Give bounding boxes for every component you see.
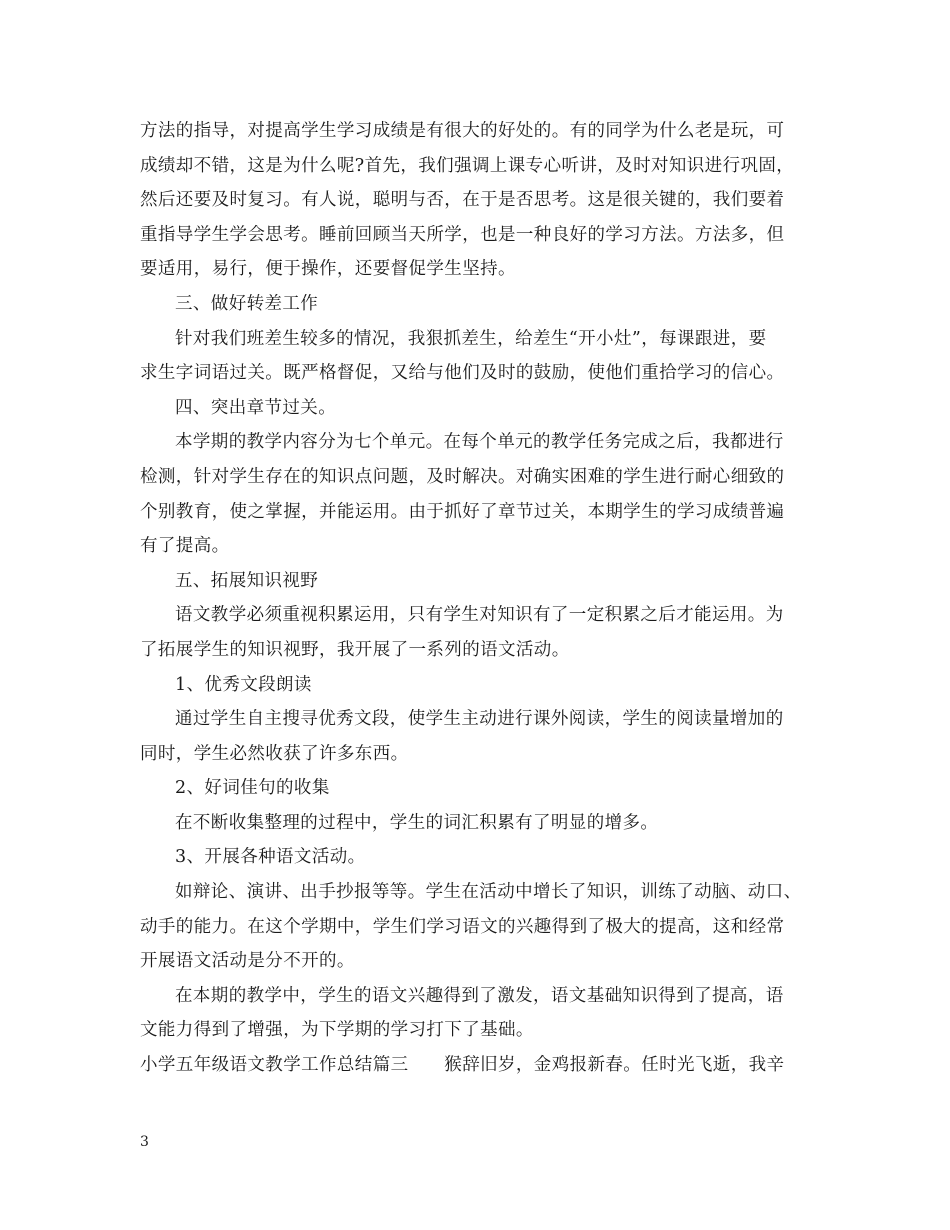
text-line: 有了提高。 [140,536,230,557]
text-line: 重指导学生学会思考。睡前回顾当天所学，也是一种良好的学习方法。方法多，但 [140,224,785,245]
text-line: 本学期的教学内容分为七个单元。在每个单元的教学任务完成之后，我都进行 [175,432,784,453]
page-number: 3 [140,1134,149,1150]
text-line: 五、拓展知识视野 [175,570,319,591]
text-line: 在不断收集整理的过程中，学生的词汇积累有了明显的增多。 [175,812,659,833]
text-line: 成绩却不错，这是为什么呢?首先，我们强调上课专心听讲，及时对知识进行巩固， [140,155,795,176]
text-line: 检测，针对学生存在的知识点问题，及时解决。对确实困难的学生进行耐心细致的 [140,466,785,487]
text-line: 三、做好转差工作 [175,293,319,314]
text-line: 语文教学必须重视积累运用，只有学生对知识有了一定积累之后才能运用。为 [175,605,784,626]
text-line: 个别教育，使之掌握，并能运用。由于抓好了章节过关，本期学生的学习成绩普遍 [140,501,785,522]
text-line: 方法的指导，对提高学生学习成绩是有很大的好处的。有的同学为什么老是玩，可 [140,121,785,141]
text-line: 通过学生自主搜寻优秀文段，使学生主动进行课外阅读，学生的阅读量增加的 [175,709,784,730]
text-line: 要适用，易行，便于操作，还要督促学生坚持。 [140,259,516,280]
text-line: 如辩论、演讲、出手抄报等等。学生在活动中增长了知识，训练了动脑、动口、 [175,882,802,903]
text-line: 小学五年级语文教学工作总结篇三 猴辞旧岁，金鸡报新春。任时光飞逝，我辛 [140,1055,785,1076]
text-line: 文能力得到了增强，为下学期的学习打下了基础。 [140,1020,534,1041]
body-text [140,114,820,1083]
text-line: 然后还要及时复习。有人说，聪明与否，在于是否思考。这是很关键的，我们要着 [140,190,785,211]
text-line: 3、开展各种语文活动。 [175,847,366,868]
text-line: 1、优秀文段朗读 [175,674,312,695]
text-line: 求生字词语过关。既严格督促，又给与他们及时的鼓励，使他们重拾学习的信心。 [140,363,785,384]
text-line: 在本期的教学中，学生的语文兴趣得到了激发，语文基础知识得到了提高，语 [175,985,784,1006]
text-line: 针对我们班差生较多的情况，我狠抓差生，给差生“开小灶”，每课跟进，要 [175,328,767,349]
text-line: 同时，学生必然收获了许多东西。 [140,743,409,764]
text-line: 四、突出章节过关。 [175,397,337,418]
text-line: 开展语文活动是分不开的。 [140,951,355,972]
text-line: 了拓展学生的知识视野，我开展了一系列的语文活动。 [140,639,570,660]
text-line: 动手的能力。在这个学期中，学生们学习语文的兴趣得到了极大的提高，这和经常 [140,916,785,937]
text-line: 2、好词佳句的收集 [175,778,330,799]
